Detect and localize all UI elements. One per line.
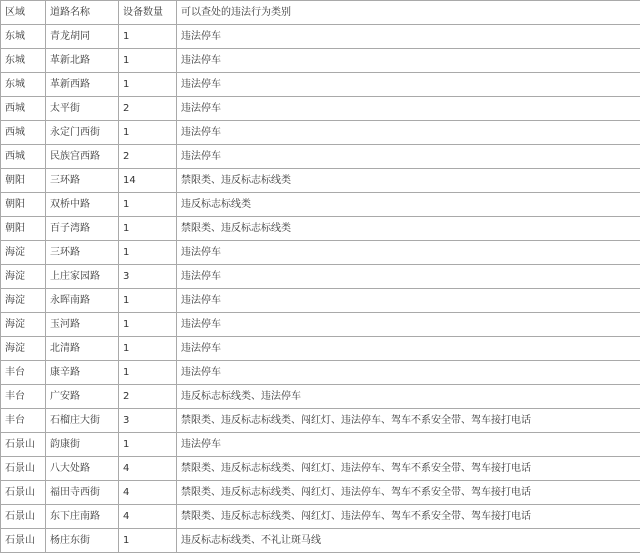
cell-road-name: 双桥中路 <box>46 193 119 217</box>
table-row <box>1 313 640 337</box>
table-row <box>1 97 640 121</box>
header-district: 区域 <box>1 1 46 25</box>
table-row <box>1 145 640 169</box>
table-row <box>1 361 640 385</box>
cell-district: 朝阳 <box>1 169 46 193</box>
cell-violation-types: 违法停车 <box>177 433 640 457</box>
table-row <box>1 457 640 481</box>
cell-district: 朝阳 <box>1 217 46 241</box>
table-row <box>1 121 640 145</box>
table-row <box>1 169 640 193</box>
cell-road-name: 民族宫西路 <box>46 145 119 169</box>
cell-district: 石景山 <box>1 505 46 529</box>
cell-road-name: 东下庄南路 <box>46 505 119 529</box>
cell-road-name: 石榴庄大街 <box>46 409 119 433</box>
cell-violation-types: 违法停车 <box>177 361 640 385</box>
cell-district: 东城 <box>1 73 46 97</box>
table-row <box>1 289 640 313</box>
cell-device-count: 1 <box>119 529 177 553</box>
cell-district: 石景山 <box>1 433 46 457</box>
cell-district: 朝阳 <box>1 193 46 217</box>
cell-district: 海淀 <box>1 337 46 361</box>
table-row <box>1 337 640 361</box>
header-violation-types: 可以查处的违法行为类别 <box>177 1 640 25</box>
cell-road-name: 康辛路 <box>46 361 119 385</box>
cell-violation-types: 违法停车 <box>177 73 640 97</box>
cell-road-name: 八大处路 <box>46 457 119 481</box>
cell-road-name: 永定门西街 <box>46 121 119 145</box>
cell-road-name: 广安路 <box>46 385 119 409</box>
cell-violation-types: 禁限类、违反标志标线类 <box>177 169 640 193</box>
cell-road-name: 青龙胡同 <box>46 25 119 49</box>
cell-device-count: 1 <box>119 73 177 97</box>
cell-violation-types: 违反标志标线类、违法停车 <box>177 385 640 409</box>
cell-violation-types: 禁限类、违反标志标线类、闯红灯、违法停车、驾车不系安全带、驾车接打电话 <box>177 481 640 505</box>
cell-violation-types: 违反标志标线类 <box>177 193 640 217</box>
cell-violation-types: 违法停车 <box>177 97 640 121</box>
cell-violation-types: 违法停车 <box>177 289 640 313</box>
cell-road-name: 三环路 <box>46 241 119 265</box>
cell-violation-types: 违法停车 <box>177 121 640 145</box>
cell-violation-types: 禁限类、违反标志标线类 <box>177 217 640 241</box>
cell-district: 东城 <box>1 25 46 49</box>
cell-district: 海淀 <box>1 289 46 313</box>
table-row <box>1 481 640 505</box>
cell-device-count: 1 <box>119 337 177 361</box>
cell-violation-types: 禁限类、违反标志标线类、闯红灯、违法停车、驾车不系安全带、驾车接打电话 <box>177 409 640 433</box>
cell-device-count: 1 <box>119 25 177 49</box>
cell-violation-types: 违法停车 <box>177 337 640 361</box>
cell-device-count: 2 <box>119 145 177 169</box>
cell-device-count: 3 <box>119 265 177 289</box>
cell-violation-types: 违法停车 <box>177 313 640 337</box>
cell-device-count: 4 <box>119 457 177 481</box>
cell-violation-types: 违法停车 <box>177 241 640 265</box>
cell-device-count: 2 <box>119 97 177 121</box>
cell-device-count: 14 <box>119 169 177 193</box>
cell-road-name: 杨庄东街 <box>46 529 119 553</box>
cell-device-count: 1 <box>119 49 177 73</box>
cell-district: 海淀 <box>1 241 46 265</box>
cell-device-count: 1 <box>119 121 177 145</box>
header-road-name: 道路名称 <box>46 1 119 25</box>
cell-road-name: 革新西路 <box>46 73 119 97</box>
cell-violation-types: 违法停车 <box>177 49 640 73</box>
cell-road-name: 韵康街 <box>46 433 119 457</box>
cell-road-name: 革新北路 <box>46 49 119 73</box>
table-row <box>1 433 640 457</box>
cell-violation-types: 违反标志标线类、不礼让斑马线 <box>177 529 640 553</box>
table-row <box>1 385 640 409</box>
table-row <box>1 265 640 289</box>
cell-district: 丰台 <box>1 361 46 385</box>
table-row <box>1 529 640 553</box>
cell-device-count: 1 <box>119 241 177 265</box>
cell-violation-types: 禁限类、违反标志标线类、闯红灯、违法停车、驾车不系安全带、驾车接打电话 <box>177 505 640 529</box>
cell-violation-types: 禁限类、违反标志标线类、闯红灯、违法停车、驾车不系安全带、驾车接打电话 <box>177 457 640 481</box>
cell-district: 西城 <box>1 97 46 121</box>
table-row <box>1 73 640 97</box>
cell-device-count: 4 <box>119 505 177 529</box>
table-row <box>1 409 640 433</box>
cell-device-count: 3 <box>119 409 177 433</box>
cell-district: 石景山 <box>1 457 46 481</box>
header-row <box>1 1 640 25</box>
cell-road-name: 玉河路 <box>46 313 119 337</box>
cell-district: 丰台 <box>1 409 46 433</box>
cell-device-count: 1 <box>119 433 177 457</box>
cell-district: 海淀 <box>1 313 46 337</box>
cell-road-name: 三环路 <box>46 169 119 193</box>
cell-device-count: 1 <box>119 313 177 337</box>
cell-district: 丰台 <box>1 385 46 409</box>
cell-violation-types: 违法停车 <box>177 25 640 49</box>
cell-road-name: 上庄家园路 <box>46 265 119 289</box>
cell-violation-types: 违法停车 <box>177 265 640 289</box>
cell-violation-types: 违法停车 <box>177 145 640 169</box>
table-row <box>1 217 640 241</box>
cell-district: 东城 <box>1 49 46 73</box>
cell-district: 西城 <box>1 121 46 145</box>
cell-road-name: 福田寺西街 <box>46 481 119 505</box>
cell-device-count: 1 <box>119 289 177 313</box>
cell-device-count: 4 <box>119 481 177 505</box>
table-row <box>1 241 640 265</box>
cell-district: 西城 <box>1 145 46 169</box>
cell-device-count: 1 <box>119 193 177 217</box>
cell-road-name: 永晖南路 <box>46 289 119 313</box>
cell-road-name: 太平街 <box>46 97 119 121</box>
cell-district: 石景山 <box>1 529 46 553</box>
cell-road-name: 北清路 <box>46 337 119 361</box>
table-row <box>1 505 640 529</box>
table-row <box>1 49 640 73</box>
cell-device-count: 1 <box>119 361 177 385</box>
cell-device-count: 1 <box>119 217 177 241</box>
cell-road-name: 百子湾路 <box>46 217 119 241</box>
cell-district: 海淀 <box>1 265 46 289</box>
table-row <box>1 25 640 49</box>
cell-district: 石景山 <box>1 481 46 505</box>
table-row <box>1 193 640 217</box>
header-device-count: 设备数量 <box>119 1 177 25</box>
cell-device-count: 2 <box>119 385 177 409</box>
